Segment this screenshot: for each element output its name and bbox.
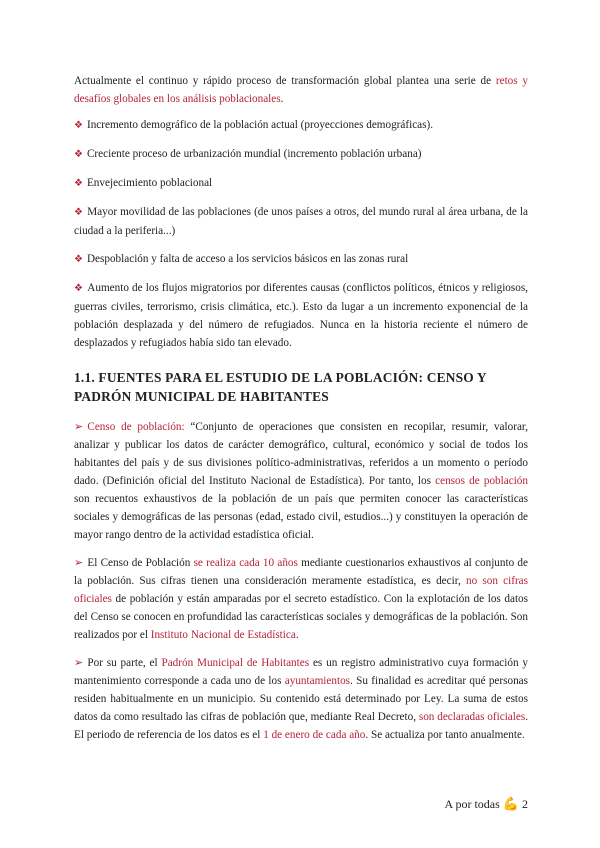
list-item <box>74 174 528 193</box>
padron-text: es un registro administrativo cuya formación y mantenimiento corresponde a cada uno de los <box>74 657 528 687</box>
diamond-bullet-icon: ❖ <box>74 254 83 265</box>
arrow-icon: ➢ <box>74 421 84 433</box>
page-number: 2 <box>522 797 528 811</box>
arrow-icon: ➢ <box>74 657 84 669</box>
intro-highlight: retos y desafíos globales en los análisis poblacionales <box>74 75 528 105</box>
bullet-list <box>74 116 528 352</box>
intro-paragraph <box>74 72 528 108</box>
list-item <box>74 279 528 352</box>
list-item <box>74 145 528 164</box>
censo-info-text: El Censo de Población <box>87 557 194 569</box>
muscle-emoji-icon: 💪 <box>502 796 519 811</box>
censo-text: “Conjunto de operaciones que consisten en recopilar, resumir, valorar, analizar y publicar los datos de carácter demográfico, cultural, económico y social de todos los habitantes del país y de sus divisiones político-administrativas, referidos a un momento o período dado. (Definición oficial del Instituto Nacional de Estadística). Por tanto, los <box>74 421 528 487</box>
censo-info-text: de población y están amparadas por el secreto estadístico. Con la explotación de los datos del Censo se conocen en profundidad las características sociales y demográficas de la población. Son realizados por el <box>74 593 528 641</box>
section-heading: 1.1. FUENTES PARA EL ESTUDIO DE LA POBLACIÓN: CENSO Y PADRÓN MUNICIPAL DE HABITANTES <box>74 370 487 404</box>
page-footer <box>444 796 528 812</box>
diamond-bullet-icon: ❖ <box>74 178 83 189</box>
censo-info-paragraph <box>74 554 528 644</box>
list-item <box>74 250 528 269</box>
bullet-text: Despoblación y falta de acceso a los servicios básicos en las zonas rural <box>86 253 409 265</box>
intro-text-end: . <box>280 93 284 105</box>
padron-text: . Se actualiza por tanto anualmente. <box>365 729 525 741</box>
padron-highlight: ayuntamientos <box>284 675 351 687</box>
diamond-bullet-icon: ❖ <box>74 207 84 218</box>
bullet-text: Mayor movilidad de las poblaciones (de unos países a otros, del mundo rural al área urbana, de la ciudad a la periferia...) <box>74 206 528 237</box>
diamond-bullet-icon: ❖ <box>74 149 83 160</box>
censo-info-text: mediante cuestionarios exhaustivos al conjunto de la población. Sus cifras tienen una consideración meramente estadística, es decir, <box>74 557 528 587</box>
footer-text: A por todas <box>444 797 500 811</box>
bullet-text: Envejecimiento poblacional <box>86 177 213 189</box>
censo-info-highlight: Instituto Nacional de Estadística <box>150 629 296 641</box>
document-page <box>74 72 528 744</box>
intro-text: Actualmente el continuo y rápido proceso de transformación global plantea una serie de <box>74 75 496 87</box>
diamond-bullet-icon: ❖ <box>74 283 84 294</box>
censo-info-text: . <box>295 629 299 641</box>
padron-paragraph <box>74 654 528 744</box>
bullet-text: Aumento de los flujos migratorios por diferentes causas (conflictos políticos, étnicos y religiosos, guerras civiles, terrorismo, crisis climática, etc.). Esto da lugar a un incremento exponencial de la población desplazada y del número de refugiados. Nunca en la historia reciente el número de desplazados y refugiados había sido tan elevado. <box>74 282 528 349</box>
arrow-icon: ➢ <box>74 557 84 569</box>
padron-text: . Su finalidad es acreditar qué personas residen habitualmente en un municipio. Su contenido está determinado por Ley. La suma de estos datos da como resultado las cifras de población que, mediante Real Decreto, <box>74 675 528 723</box>
padron-highlight: Padrón Municipal de Habitantes <box>161 657 310 669</box>
padron-text: . El periodo de referencia de los datos es el <box>74 711 528 741</box>
censo-info-highlight: se realiza cada 10 años <box>193 557 298 569</box>
censo-text-end: son recuentos exhaustivos de la población de un país que permiten conocer las características sociales y demográficas de las personas (edad, estado civil, estudios...) y constituyen la operación de mayor rango dentro de la actividad estadística oficial. <box>74 493 528 541</box>
censo-colon: : <box>181 421 191 433</box>
bullet-text: Creciente proceso de urbanización mundial (incremento población urbana) <box>86 148 422 160</box>
padron-highlight: son declaradas oficiales <box>418 711 526 723</box>
bullet-text: Incremento demográfico de la población actual (proyecciones demográficas). <box>86 119 434 131</box>
censo-definition-paragraph <box>74 418 528 544</box>
censo-info-highlight: no son cifras oficiales <box>74 575 529 605</box>
diamond-bullet-icon: ❖ <box>74 120 83 131</box>
censo-highlight: censos de población <box>435 475 528 487</box>
list-item <box>74 116 528 135</box>
list-item <box>74 203 528 240</box>
padron-text: Por su parte, el <box>87 657 162 669</box>
padron-highlight: 1 de enero de cada año <box>263 729 366 741</box>
censo-label: Censo de población <box>87 421 182 433</box>
